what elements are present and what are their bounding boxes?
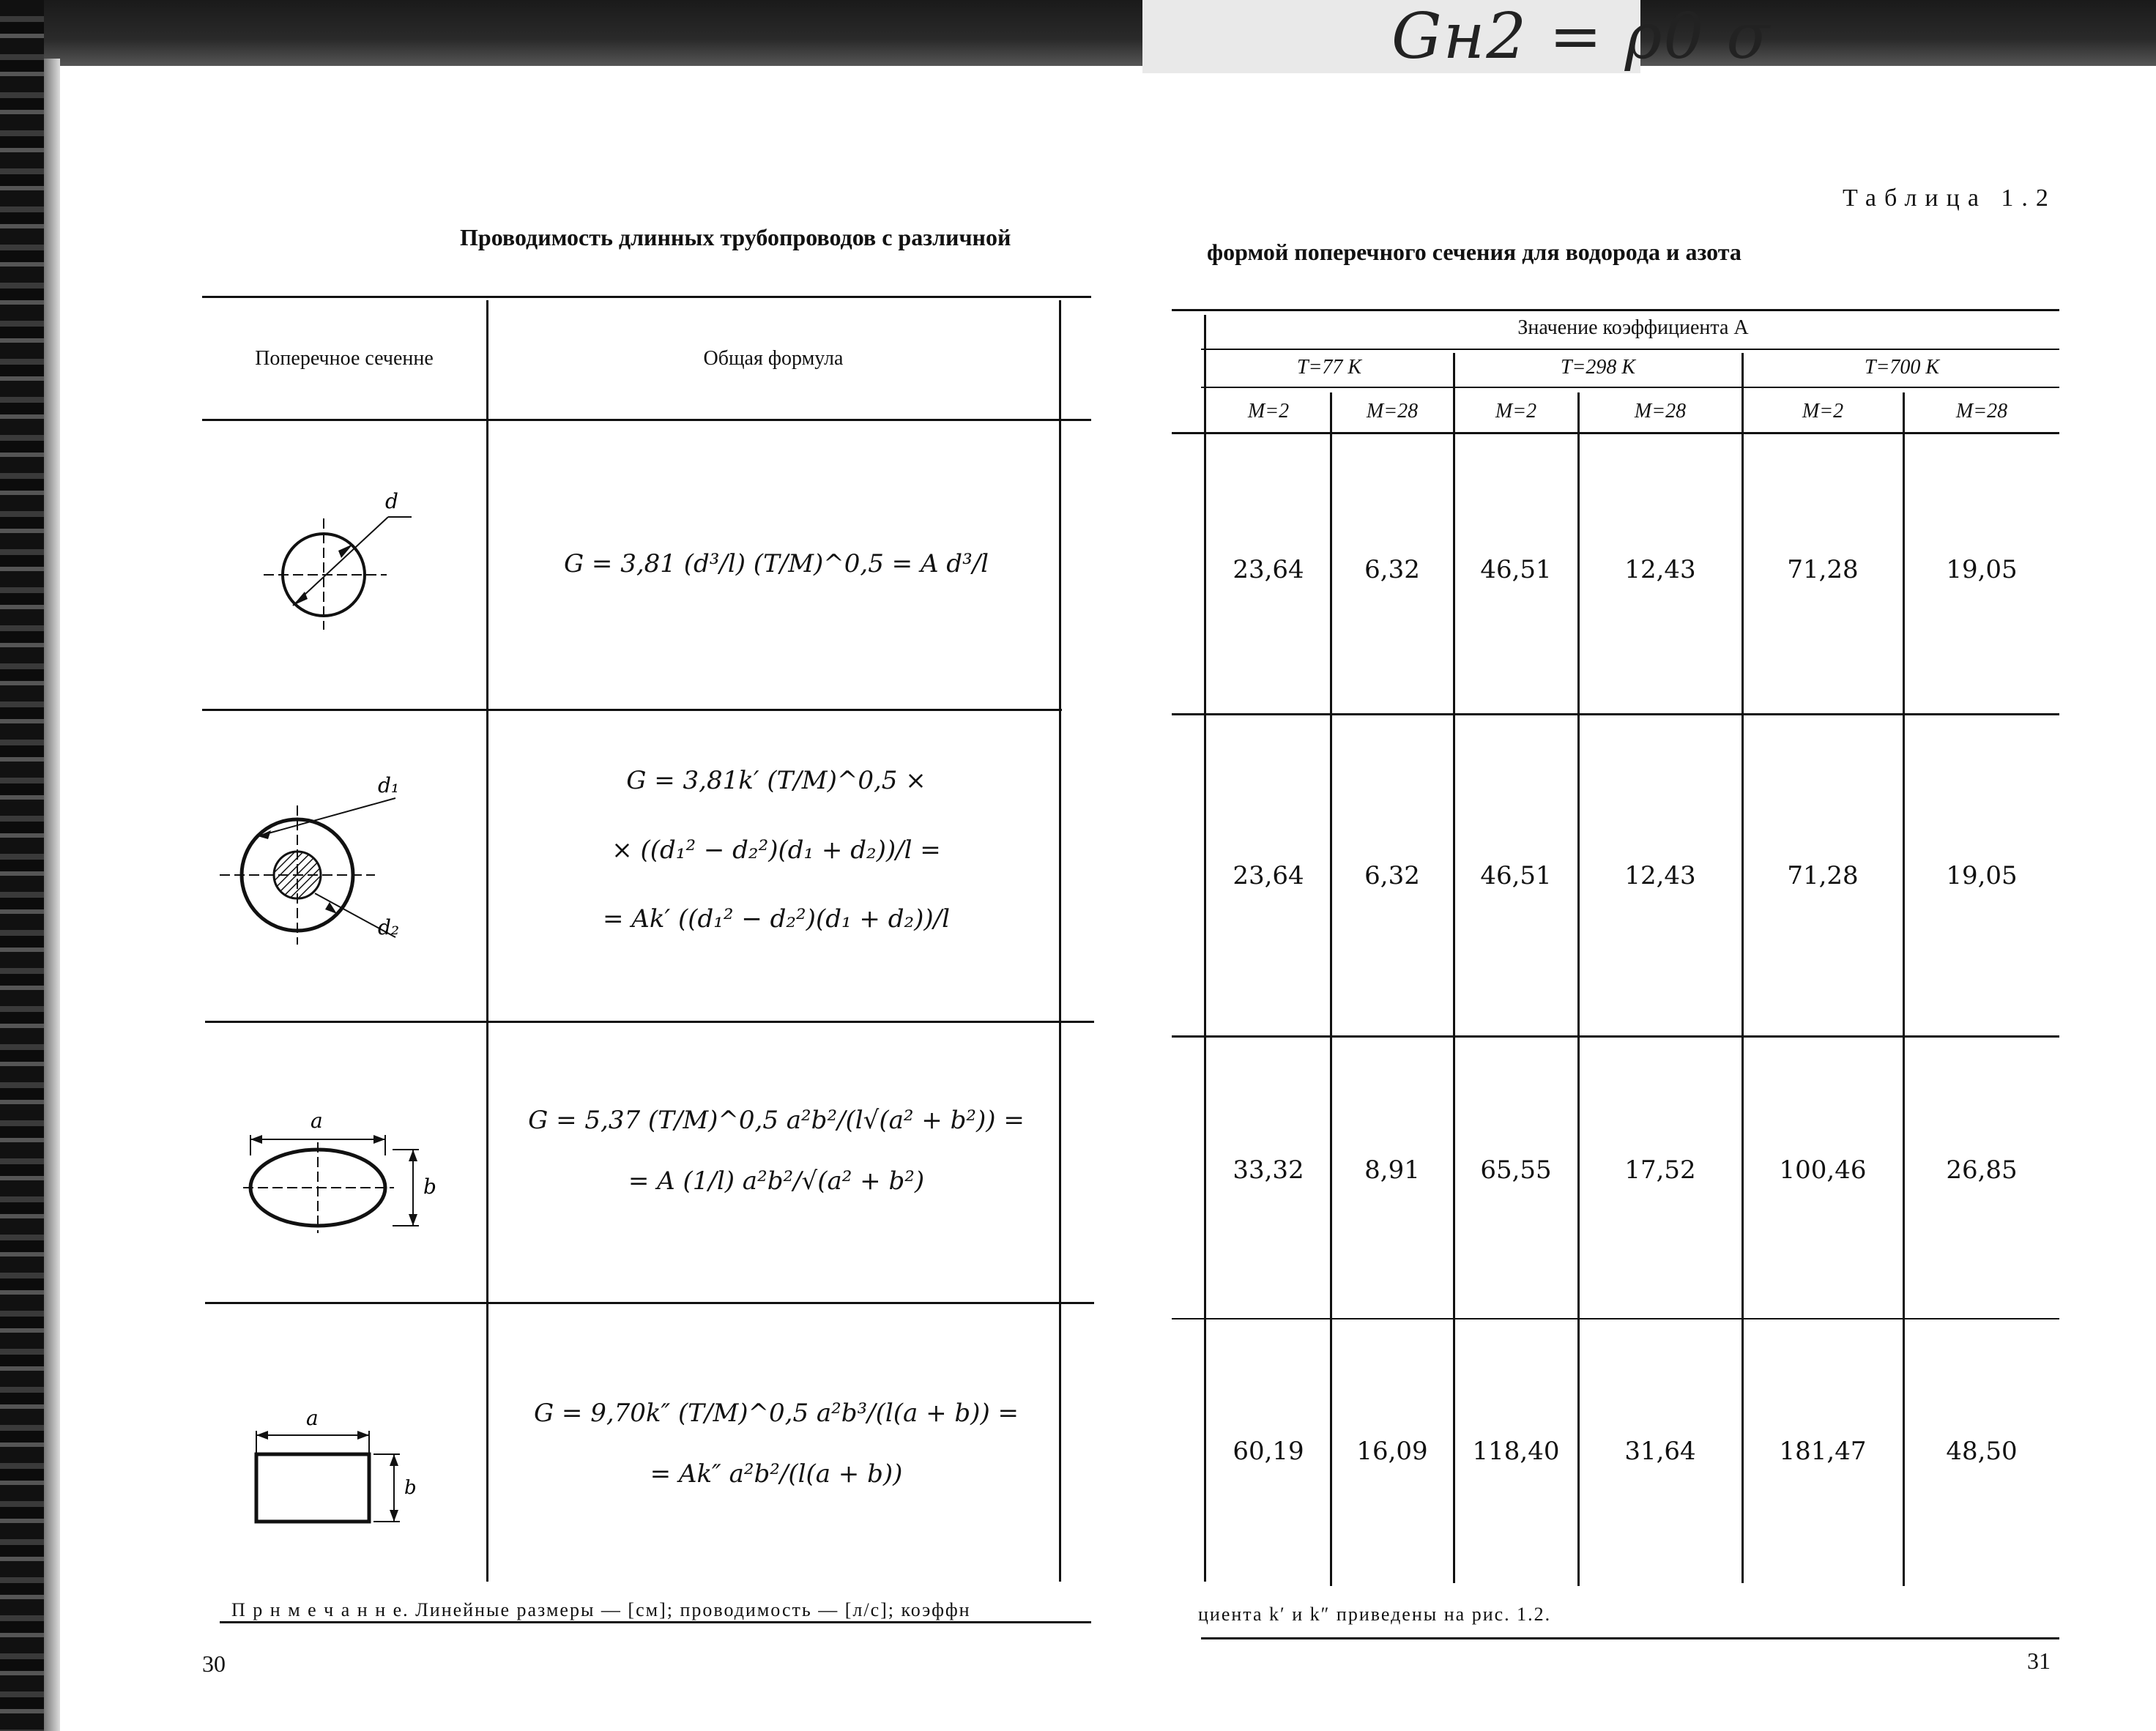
table-cell: 12,43 (1624, 861, 1696, 890)
header-rule (202, 419, 1091, 421)
table-left-border (1204, 315, 1206, 1582)
right-note: циента k′ и k″ приведены на рис. 1.2. (1198, 1604, 1552, 1625)
table-cell: 19,05 (1946, 861, 2018, 890)
rectangle-section-diagram (242, 1399, 447, 1530)
svg-text:d₂: d₂ (378, 915, 400, 939)
table-cell: 118,40 (1472, 1437, 1560, 1466)
svg-text:a: a (311, 1109, 323, 1133)
mass-header: M=2 (1802, 400, 1844, 422)
ellipse-section-diagram (239, 1098, 458, 1245)
bottom-rule (220, 1621, 1091, 1623)
column-divider (1059, 300, 1061, 1582)
mass-header: M=28 (1634, 400, 1687, 422)
formula-rectangle: G = 9,70k″ (T/M)^0,5 a²b³/(l(a + b)) = = Ak″ a²b²/(l(a + b)) (533, 1399, 1019, 1489)
svg-text:b: b (423, 1175, 436, 1199)
table-cell: 26,85 (1946, 1155, 2018, 1185)
page-number-right: 31 (2027, 1648, 2051, 1674)
column-divider (1903, 392, 1905, 1586)
table-cell: 46,51 (1480, 861, 1552, 890)
row-rule (1172, 1318, 2059, 1319)
page-number-left: 30 (202, 1650, 226, 1677)
row-rule (1172, 713, 2059, 715)
column-divider (486, 300, 488, 1582)
binding-shadow (44, 59, 60, 1731)
table-top-rule (202, 296, 1091, 298)
coefficient-header: Значение коэффициента A (1517, 316, 1749, 339)
scan-dark-border (0, 0, 2156, 66)
table-cell: 16,09 (1356, 1437, 1428, 1466)
table-cell: 6,32 (1364, 861, 1420, 890)
table-cell: 48,50 (1946, 1437, 2018, 1466)
mass-header: M=28 (1955, 400, 2008, 422)
header-section: Поперечное сеченне (255, 347, 434, 370)
mass-header: M=2 (1495, 400, 1537, 422)
formula-circle: G = 3,81 (d³/l) (T/M)^0,5 = A d³/l (563, 549, 989, 578)
table-cell: 46,51 (1480, 555, 1552, 584)
temp-header-298: T=298 К (1560, 356, 1636, 379)
column-divider (1741, 353, 1744, 1583)
handwritten-note: Gн2 = ρ0 σ (1391, 0, 1772, 73)
header-rule (1201, 387, 2059, 388)
mass-header: M=2 (1247, 400, 1290, 422)
row-rule (205, 1302, 1094, 1304)
row-rule (205, 1021, 1094, 1023)
table-cell: 31,64 (1624, 1437, 1696, 1466)
table-label: Таблица 1.2 (1843, 185, 2056, 212)
row-rule (1172, 1035, 2059, 1038)
table-cell: 17,52 (1624, 1155, 1696, 1185)
binding-edge (0, 0, 44, 1731)
svg-text:b: b (404, 1477, 417, 1499)
formula-annulus: G = 3,81k′ (T/M)^0,5 × × ((d₁² − d₂²)(d₁ + d₂))/l = = Ak′ ((d₁² − d₂²)(d₁ + d₂))/l (603, 766, 950, 934)
circle-section-diagram (242, 483, 417, 644)
svg-text:d₁: d₁ (378, 776, 400, 797)
column-divider (1577, 392, 1580, 1586)
left-page-title: Проводимость длинных трубопроводов с различной (460, 224, 1011, 250)
table-cell: 71,28 (1787, 861, 1859, 890)
table-cell: 23,64 (1233, 861, 1304, 890)
table-cell: 12,43 (1624, 555, 1696, 584)
column-divider (1453, 353, 1455, 1583)
table-cell: 71,28 (1787, 555, 1859, 584)
header-bottom-rule (1172, 432, 2059, 434)
table-cell: 23,64 (1233, 555, 1304, 584)
temp-header-700: T=700 К (1864, 356, 1940, 379)
svg-text:a: a (306, 1406, 319, 1430)
mass-header: M=28 (1366, 400, 1419, 422)
table-cell: 19,05 (1946, 555, 2018, 584)
right-page-title: формой поперечного сечения для водорода и азота (1207, 239, 1741, 265)
left-note: П р н м е ч а н н е. Линейные размеры — [см]; проводимость — [л/с]; коэффн (231, 1599, 971, 1620)
formula-ellipse: G = 5,37 (T/M)^0,5 a²b²/(l√(a² + b²)) = = A (1/l) a²b²/√(a² + b²) (528, 1106, 1025, 1196)
bottom-rule (1201, 1637, 2059, 1639)
table-cell: 100,46 (1779, 1155, 1867, 1185)
header-formula: Общая формула (703, 347, 844, 370)
table-cell: 65,55 (1480, 1155, 1552, 1185)
annulus-section-diagram (212, 776, 432, 967)
svg-text:d: d (385, 489, 398, 513)
column-divider (1330, 392, 1332, 1586)
row-rule (202, 709, 1062, 711)
table-cell: 60,19 (1233, 1437, 1304, 1466)
table-cell: 6,32 (1364, 555, 1420, 584)
table-cell: 181,47 (1779, 1437, 1867, 1466)
table-cell: 8,91 (1364, 1155, 1420, 1185)
table-top-rule (1172, 309, 2059, 311)
table-cell: 33,32 (1233, 1155, 1304, 1185)
temp-header-77: T=77 К (1296, 356, 1362, 379)
header-rule (1201, 349, 2059, 350)
